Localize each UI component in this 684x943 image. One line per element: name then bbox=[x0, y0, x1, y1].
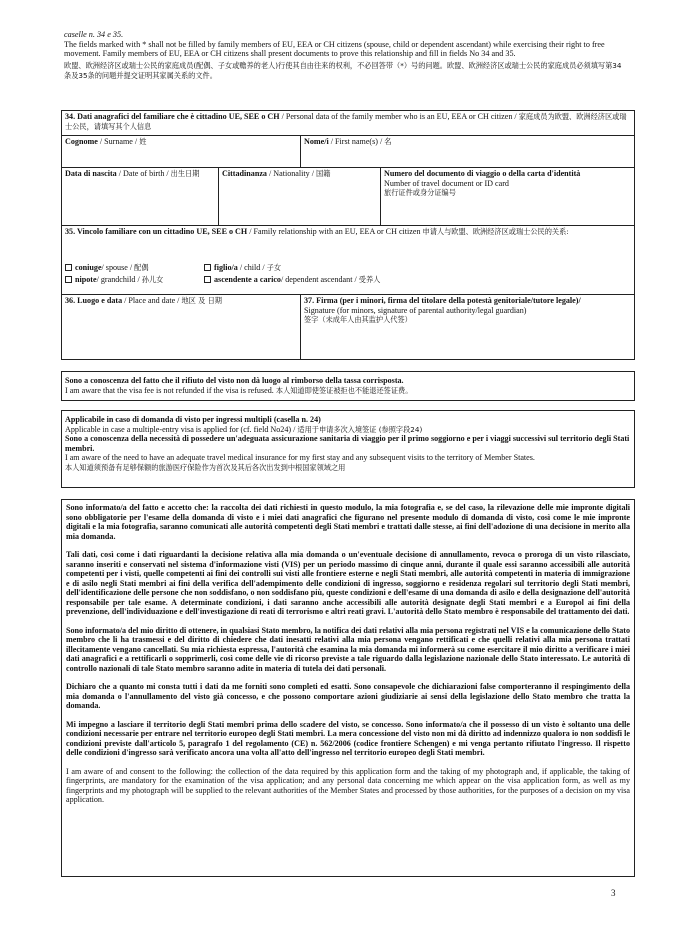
consent-paragraph-3: Sono informato/a del mio diritto di ottenere, in qualsiasi Stato membro, la notifica dei dati relativi alla mia persona registrati nel VIS e la comunicazione dello Stato membro che li ha trasmessi e del diritto di chiedere che dati inesatti relativi alla mia persona vengano rettificati e che quelli relativi alla mia persona trattati illecitamente vengano cancellati. Su mia richiesta espressa, l'autorità che esamina la mia domanda mi informerà su come esercitare il mio diritto a verificare i miei dati anagrafici e a rettificarli o sopprimerli, così come delle vie di ricorso previste a tale riguardo dalla legislazione nazionale dello Stato interessato. Le autorità di controllo nazionali di tale Stato membro saranno adite in materia di tutela dei dati personali. bbox=[66, 625, 630, 673]
grandchild-label-en: / grandchild / bbox=[96, 275, 142, 284]
spouse-label-zh: 配偶 bbox=[134, 263, 149, 272]
place-date-label-it: 36. Luogo e data bbox=[65, 296, 123, 305]
nationality-label-zh: 国籍 bbox=[316, 169, 331, 178]
family-member-form bbox=[61, 110, 635, 360]
dob-label-it: Data di nascita bbox=[65, 169, 117, 178]
child-label-zh: 子女 bbox=[266, 263, 282, 272]
child-label-en: / child / bbox=[237, 263, 267, 272]
ascendant-label-it: ascendente a carico bbox=[214, 275, 281, 284]
nationality-label-it: Cittadinanza bbox=[222, 169, 267, 178]
field-35-title-it: 35. Vincolo familiare con un cittadino UE, SEE o CH bbox=[65, 227, 248, 236]
insurance-notice-zh: 本人知道须预备有足够保额的旅游医疗保险作为首次及其后各次出发到中根国家领域之用 bbox=[65, 462, 346, 472]
nationality-label-en: / Nationality / bbox=[266, 169, 316, 178]
multi-entry-heading: Applicabile in caso di domanda di visto per ingressi multipli (casella n. 24) bbox=[65, 415, 321, 424]
spouse-label-en: / spouse / bbox=[101, 263, 135, 272]
multi-entry-applicable-en: Applicable in case a multiple-entry visa is applied for (cf. field No24) / bbox=[65, 424, 298, 434]
consent-paragraph-1: Sono informato/a del fatto e accetto che: la raccolta dei dati richiesti in questo modulo, la mia fotografia e, se del caso, la rilevazione delle mie impronte digitali sono obbligatorie per l'esame della domanda di visto e i miei dati anagrafici che figurano nel presente modulo di domanda di visto, così come le mie impronte digitali e la mia fotografia, saranno comunicati alle autorità competenti degli Stati membri e trattati dalle stesse, ai fini dell'adozione di una decisione in merito alla mia domanda. bbox=[66, 503, 630, 541]
ascendant-label-zh: 受养人 bbox=[358, 275, 381, 284]
fee-notice-zh: 本人知道即使签证被拒也不能退还签证费。 bbox=[275, 385, 413, 395]
grandchild-checkbox[interactable] bbox=[65, 276, 72, 283]
field-34-title-zh: 家庭成员为欧盟、欧洲经济区或瑞士公民，请填写其个人信息 bbox=[65, 112, 627, 131]
doc-label-en: Number of travel document or ID card bbox=[384, 178, 509, 188]
fee-notice-it: Sono a conoscenza del fatto che il rifiuto del visto non dà luogo al rimborso della tassa corrisposta. bbox=[65, 376, 404, 385]
signature-label-en: Signature (for minors, signature of parental authority/legal guardian) bbox=[304, 305, 527, 315]
intro-english: The fields marked with * shall not be filled by family members of EU, EEA or CH citizens (spouse, child or dependent ascendant) while exercising their right to free movement. Family members of EU, EEA or CH citizens shall present documents to prove this relationship and fill in fields No 34 and 35. bbox=[64, 39, 605, 59]
first-name-label-en: / First name(s) / bbox=[328, 137, 385, 146]
consent-english: I am aware of and consent to the following: the collection of the data required by this application form and the taking of my photograph and, if applicable, the taking of fingerprints, are mandatory for the examination of the visa application; and any personal data concerning me which appear on the visa application form, as well as my fingerprints and my photograph will be supplied to the relevant authorities of the Member States and processed by those authorities, for the purposes of a decision on my visa application. bbox=[66, 766, 630, 804]
field-35-title bbox=[65, 227, 631, 237]
child-label-it: figlio/a bbox=[214, 263, 238, 272]
first-name-field[interactable] bbox=[301, 136, 634, 166]
nationality-field[interactable] bbox=[219, 168, 380, 224]
consent-declaration bbox=[61, 499, 635, 877]
child-checkbox[interactable] bbox=[204, 264, 211, 271]
ascendant-checkbox[interactable] bbox=[204, 276, 211, 283]
field-35-title-zh: 申请人与欧盟、欧洲经济区或瑞士公民的关系: bbox=[422, 227, 569, 236]
field-35-title-en: / Family relationship with an EU, EEA or CH citizen bbox=[247, 227, 423, 236]
place-date-label-zh: 地区 及 日期 bbox=[181, 296, 222, 305]
option-child[interactable] bbox=[204, 263, 404, 273]
option-spouse[interactable] bbox=[65, 263, 205, 273]
surname-field[interactable] bbox=[62, 136, 300, 166]
first-name-label-it: Nome/i bbox=[304, 137, 329, 146]
consent-paragraph-5: Mi impegno a lasciare il territorio degli Stati membri prima dello scadere del visto, se concesso. Sono informato/a che il possesso di un visto è soltanto una delle condizioni necessarie per entrare nel territorio europeo degli Stati membri. La mera concessione del visto non mi dà diritto ad indennizzo qualora io non soddisfi le condizioni previste dall'articolo 5, paragrafo 1 del regolamento (CE) n. 562/2006 (codice frontiere Schengen) e mi venga pertanto rifiutato l'ingresso. Il rispetto delle condizioni d'ingresso sarà verificato ancora una volta all'atto dell'ingresso nel territorio europeo degli Stati membri. bbox=[66, 719, 630, 757]
fee-notice-en: I am aware that the visa fee is not refunded if the visa is refused. bbox=[65, 385, 274, 395]
signature-label-it: 37. Firma (per i minori, firma del titolare della potestà genitoriale/tutore legale)/ bbox=[304, 296, 581, 305]
field-35 bbox=[62, 226, 634, 294]
grandchild-label-zh: 孙儿女 bbox=[141, 275, 164, 284]
first-name-label-zh: 名 bbox=[384, 137, 392, 146]
field-34-title-it: 34. Dati anagrafici del familiare che è cittadino UE, SEE o CH bbox=[65, 112, 280, 121]
consent-paragraph-2: Tali dati, così come i dati riguardanti la decisione relativa alla mia domanda o un'eventuale decisione di annullamento, revoca o proroga di un visto rilasciato, saranno inseriti e conservati nel sistema d'informazione visti (VIS) per un periodo massimo di cinque anni, durante il quale essi saranno accessibili alle autorità competenti per i visti, quelle competenti ai fini dei controlli sui visti alle frontiere esterne e negli Stati membri, alle autorità competenti in materia di immigrazione e di asilo negli Stati membri ai fini della verifica dell'adempimento delle condizioni di ingresso, soggiorno e residenza regolari sul territorio degli Stati membri, dell'identificazione delle persone che non soddisfano, o non soddisfano più, queste condizioni e dell'esame di una domanda di asilo e della designazione dell'autorità responsabile per tale esame. A determinate condizioni, i dati saranno anche accessibili alle autorità designate degli Stati membri e a Europol ai fini della prevenzione, dell'individuazione e dell'investigazione di reati di terrorismo e altri reati gravi. L'autorità dello Stato membro è responsabile del trattamento dei dati. bbox=[66, 550, 630, 616]
signature-field[interactable] bbox=[301, 295, 634, 359]
insurance-notice-en: I am aware of the need to have an adequate travel medical insurance for my first stay and any subsequent visits to the territory of Member States. bbox=[65, 453, 535, 463]
signature-label-zh: 签字（未成年人由其监护人代签） bbox=[304, 315, 412, 325]
option-grandchild[interactable] bbox=[65, 275, 205, 285]
ascendant-label-en: / dependent ascendant / bbox=[280, 275, 359, 284]
multiple-entry-notice bbox=[61, 410, 635, 488]
insurance-notice-it: Sono a conoscenza della necessità di possedere un'adeguata assicurazione sanitaria di viaggio per il primo soggiorno e per i viaggi successivi sul territorio degli Stati membri. bbox=[65, 434, 630, 453]
consent-paragraph-4: Dichiaro che a quanto mi consta tutti i dati da me forniti sono completi ed esatti. Sono consapevole che dichiarazioni false comporteranno il respingimento della mia domanda o l'annullamento del visto già concesso, e che possono comportare azioni giudiziarie ai sensi della legislazione dello Stato membro che tratta la domanda. bbox=[66, 682, 630, 710]
visa-fee-notice bbox=[61, 371, 635, 401]
place-date-label-en: / Place and date / bbox=[122, 296, 182, 305]
dob-label-zh: 出生日期 bbox=[170, 169, 200, 178]
place-date-field[interactable] bbox=[62, 295, 300, 359]
grandchild-label-it: nipote bbox=[75, 275, 97, 284]
surname-label-zh: 姓 bbox=[139, 137, 147, 146]
doc-label-zh: 旅行证件或身分证编号 bbox=[384, 188, 456, 198]
doc-label-it: Numero del documento di viaggio o della carta d'identità bbox=[384, 169, 581, 178]
page-number: 3 bbox=[611, 888, 616, 898]
intro-block bbox=[64, 30, 624, 81]
intro-caption: caselle n. 34 e 35. bbox=[64, 30, 124, 39]
intro-chinese: 欧盟、欧洲经济区或瑞士公民的家庭成员(配偶、子女或赡养的老人)行使其自由往来的权利，不必回答带（*）号的问题。欧盟、欧洲经济区或瑞士公民的家庭成员必须填写第34条及35条的问题并提交证明其家属关系的文件。 bbox=[64, 60, 622, 80]
travel-document-field[interactable] bbox=[381, 168, 634, 224]
surname-label-it: Cognome bbox=[65, 137, 98, 146]
surname-label-en: / Surname / bbox=[97, 137, 140, 146]
dob-label-en: / Date of birth / bbox=[116, 169, 171, 178]
date-of-birth-field[interactable] bbox=[62, 168, 218, 224]
field-34-title bbox=[62, 111, 634, 135]
option-dependent-ascendant[interactable] bbox=[204, 275, 464, 285]
spouse-label-it: coniuge bbox=[75, 263, 102, 272]
multi-entry-applicable-zh: 适用于申请多次入境签证 (参照字段24) bbox=[297, 424, 423, 434]
spouse-checkbox[interactable] bbox=[65, 264, 72, 271]
field-34-title-en: / Personal data of the family member who is an EU, EEA or CH citizen / bbox=[279, 112, 519, 121]
